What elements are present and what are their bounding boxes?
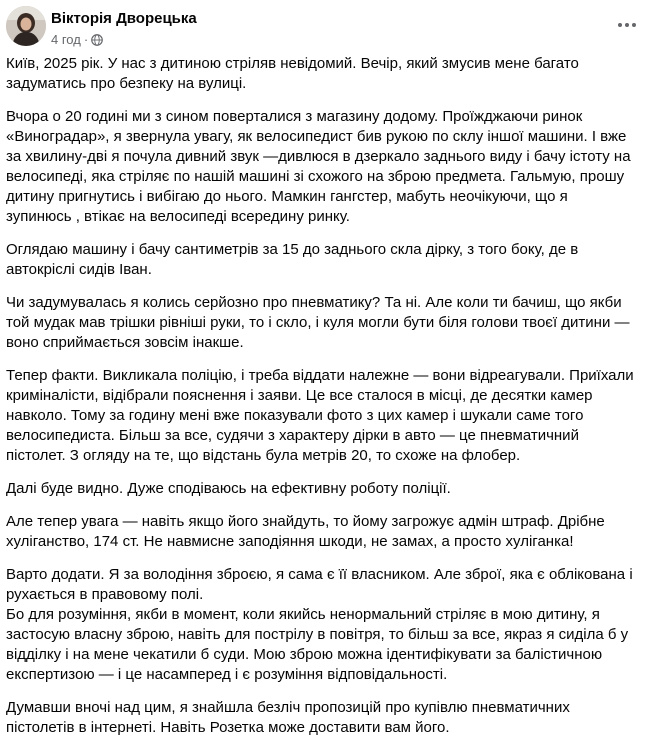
post-meta [51,32,103,48]
more-options-button[interactable] [614,12,640,38]
post-paragraph: Далі буде видно. Дуже сподіваюсь на ефективну роботу поліції. [6,480,451,497]
post-header [0,0,652,56]
more-horizontal-icon [617,22,637,28]
author-name[interactable]: Вікторія Дворецька [51,10,197,27]
post-paragraph: Але тепер увага — навіть якщо його знайдуть, то йому загрожує адмін штраф. Дрібне хуліганство, 174 ст. Не навмисне заподіяння шкоди, не замах, а просто хуліганка! [6,513,605,550]
post-paragraph: Думавши вночі над цим, я знайшла безліч пропозицій про купівлю пневматичних пістолетів в інтернеті. Навіть Розетка може доставити вам його. [6,699,570,736]
post-paragraph: Варто додати. Я за володіння зброєю, я сама є її власником. Але зброї, яка є облікована і рухається в правовому полі. [6,566,633,603]
post-paragraph: Київ, 2025 рік. У нас з дитиною стріляв невідомий. Вечір, який змусив мене багато задуматись про безпеку на вулиці. [6,55,579,92]
post-timestamp[interactable]: 4 год [51,32,81,47]
avatar-image [6,6,46,46]
post-paragraph: Вчора о 20 годині ми з сином поверталися з магазину додому. Проїжджаючи ринок «Виноградар», я звернула увагу, як велосипедист бив рукою по склу іншої машини. І вже за хвилину-дві я почула дивний звук —дивлюся в дзеркало заднього виду і бачу істоту на велосипеді, яка стріляє по нашій машині зі схожого на зброю предмета. Гальмую, прошу дитину пригнутись і вибігаю до нього. Мамкин гангстер, мабуть неочікуючи, що я зупинюсь , втікає на велосипеді всередину ринку. [6,108,631,225]
globe-icon [91,34,103,46]
meta-separator: · [83,32,89,47]
avatar[interactable] [6,6,46,46]
post-paragraph: Тепер факти. Викликала поліцію, і треба віддати належне — вони відреагували. Приїхали криміналісти, відібрали пояснення і заяви. Це все сталося в місці, де десятки камер навколо. Тому за годину мені вже показували фото з цих камер і шукали саме того велосипедиста. Більш за все, судячи з характеру дірки в авто — це пневматичний пістолет. З огляду на те, що відстань була метрів 20, то схоже на флобер. [6,367,634,464]
post-body [6,54,636,751]
post-paragraph: Бо для розуміння, якби в момент, коли якийсь ненормальний стріляє в мою дитину, я застосую власну зброю, навіть для пострілу в повітря, то більш за все, якраз я сиділа б у відділку і на мене чекатили б суди. Мою зброю можна ідентифікувати за балістичною експертизою — і це насамперед і є розуміння відповідальності. [6,606,629,683]
post-paragraph: Оглядаю машину і бачу сантиметрів за 15 до заднього скла дірку, з того боку, де в автокріслі сидів Іван. [6,241,579,278]
post-paragraph: Чи задумувалась я колись серйозно про пневматику? Та ні. Але коли ти бачиш, що якби той мудак мав трішки рівніші руки, то і скло, і куля могли бути біля голови твоєї дитини — воно сприймається зовсім інакше. [6,294,630,351]
